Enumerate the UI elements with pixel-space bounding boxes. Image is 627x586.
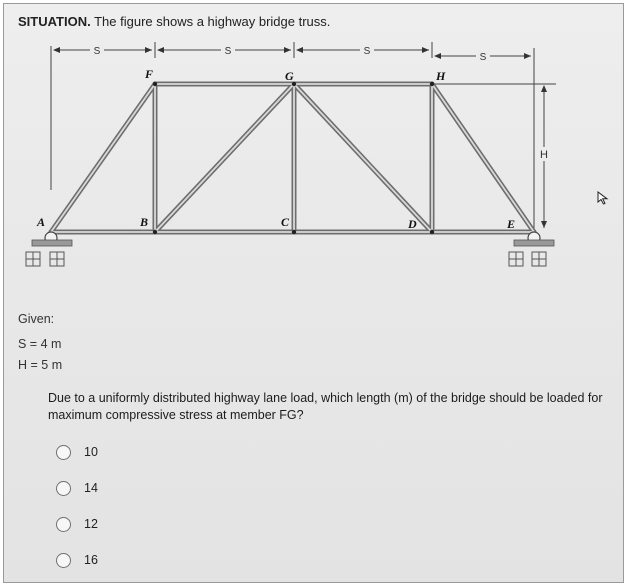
answer-options — [56, 434, 98, 578]
truss-diagram — [4, 40, 623, 300]
radio-button[interactable] — [56, 553, 71, 568]
dim-label-s2: S — [224, 46, 232, 57]
support-left — [26, 232, 72, 266]
support-right — [509, 232, 554, 266]
option-label: 14 — [84, 481, 98, 495]
option-label: 16 — [84, 553, 98, 567]
dim-label-h: H — [540, 149, 548, 161]
dim-label-s1: S — [93, 46, 101, 57]
title-prefix: SITUATION. — [18, 14, 91, 29]
given-heading: Given: — [18, 312, 55, 326]
node-label-e: E — [507, 217, 516, 231]
title-text: The figure shows a highway bridge truss. — [94, 14, 331, 29]
node-label-a: A — [37, 215, 46, 229]
option-16[interactable] — [56, 542, 98, 578]
node-label-f: F — [145, 67, 154, 81]
dim-label-s4: S — [479, 52, 487, 63]
node-label-d: D — [408, 217, 417, 231]
option-label: 10 — [84, 445, 98, 459]
truss-figure — [4, 40, 623, 300]
radio-button[interactable] — [56, 517, 71, 532]
mouse-cursor-icon — [597, 191, 609, 210]
node-label-c: C — [281, 215, 290, 229]
radio-button[interactable] — [56, 481, 71, 496]
given-section — [18, 312, 62, 379]
node-label-g: G — [285, 69, 294, 83]
dim-label-s3: S — [363, 46, 371, 57]
option-14[interactable] — [56, 470, 98, 506]
node-label-h: H — [436, 69, 446, 83]
radio-button[interactable] — [56, 445, 71, 460]
option-label: 12 — [84, 517, 98, 531]
truss-members — [51, 84, 534, 232]
situation-title — [18, 14, 330, 29]
option-12[interactable] — [56, 506, 98, 542]
given-h-value: H = 5 m — [18, 358, 63, 372]
question-text: Due to a uniformly distributed highway lane load, which length (m) of the bridge should be loaded for maximum compressive stress at member FG? — [48, 391, 603, 422]
question-card — [3, 3, 624, 583]
given-s-value: S = 4 m — [18, 337, 62, 351]
option-10[interactable] — [56, 434, 98, 470]
node-label-b: B — [140, 215, 149, 229]
